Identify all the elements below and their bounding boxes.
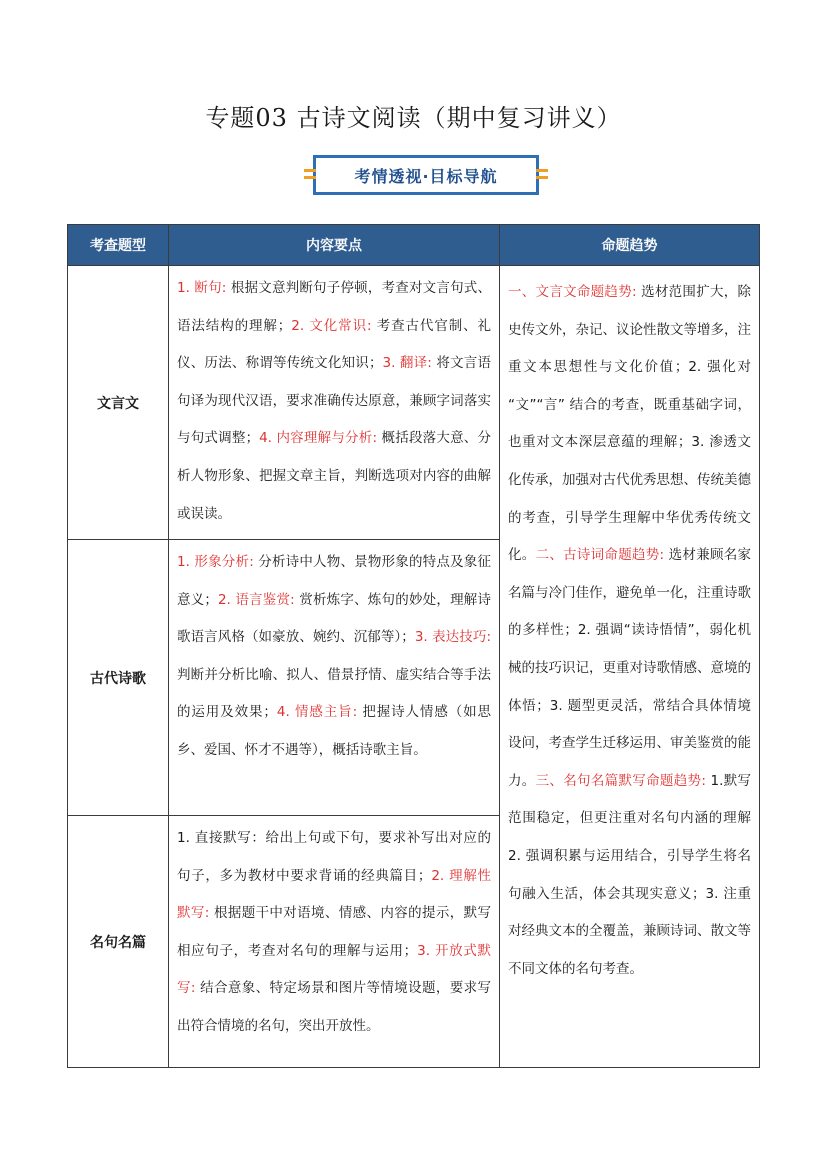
trend-cell — [500, 266, 760, 1068]
highlight-text: 2. 语言鉴赏: — [217, 591, 300, 608]
banner-right-stripes-icon — [536, 169, 548, 183]
exam-overview-table — [67, 224, 760, 1068]
highlight-text: 3. 开放式默写: — [177, 942, 492, 997]
row-type: 古代诗歌 — [68, 540, 169, 816]
body-text: 赏析炼字、炼句的妙处，理解诗歌语言风格（如豪放、婉约、沉郁等）； — [177, 591, 492, 646]
highlight-text: 2. 文化常识: — [291, 317, 377, 334]
body-text: 分析诗中人物、景物形象的特点及象征意义； — [177, 554, 491, 608]
highlight-text: 2. 理解性默写: — [177, 867, 492, 922]
highlight-text: 3. 翻译: — [382, 355, 437, 372]
body-text: 根据题干中对语境、情感、内容的提示，默写相应句子，考查对名句的理解与运用； — [177, 905, 491, 959]
body-text: 根据文意判断句子停顿，考查对文言句式、语法结构的理解； — [177, 280, 491, 334]
body-text: 选材兼顾名家名篇与冷门佳作，避免单一化，注重诗歌的多样性；2. 强调“读诗悟情”，弱化机械的技巧识记，更重对诗歌情感、意境的体悟；3. 题型更灵活，常结合具体情境设问，考查学生迁移运用、审美鉴赏的能力。 — [508, 547, 752, 789]
highlight-text: 4. 内容理解与分析: — [259, 430, 382, 447]
header-trend: 命题趋势 — [500, 225, 760, 266]
body-text: 1.默写范围稳定，但更注重对名句内涵的理解 2. 强调积累与运用结合，引导学生将名句融入生活，体会其现实意义；3. 注重对经典文本的全覆盖，兼顾诗词、散文等不同文体的名句考查。 — [508, 772, 751, 977]
row-content — [169, 540, 500, 816]
body-text: 将文言语句译为现代汉语，要求准确传达原意，兼顾字词落实与句式调整； — [177, 355, 492, 447]
header-content: 内容要点 — [169, 225, 500, 266]
body-text: 结合意象、特定场景和图片等情境设题，要求写出符合情境的名句，突出开放性。 — [177, 980, 492, 1034]
highlight-text: 4. 情感主旨: — [276, 704, 363, 721]
table-row — [68, 266, 760, 540]
body-text: 考查古代官制、礼仪、历法、称谓等传统文化知识； — [177, 317, 492, 372]
row-content — [169, 816, 500, 1068]
page-title: 专题03 古诗文阅读（期中复习讲义） — [205, 104, 622, 132]
row-type: 名句名篇 — [68, 816, 169, 1068]
highlight-text: 1. 形象分析: — [177, 554, 259, 570]
row-type: 文言文 — [68, 266, 169, 540]
highlight-text: 一、文言文命题趋势: — [508, 284, 642, 300]
body-text: 1. 直接默写：给出上句或下句，要求补写出对应的句子，多为教材中要求背诵的经典篇目； — [177, 830, 491, 884]
body-text: 判断并分析比喻、拟人、借景抒情、虚实结合等手法的运用及效果； — [177, 666, 491, 721]
highlight-text: 二、古诗词命题趋势: — [535, 547, 669, 564]
table-header-row — [68, 225, 760, 266]
highlight-text: 三、名句名篇默写命题趋势: — [535, 772, 711, 789]
highlight-text: 1. 断句: — [177, 280, 231, 296]
row-content — [169, 266, 500, 540]
header-type: 考查题型 — [68, 225, 169, 266]
body-text: 概括段落大意、分析人物形象、把握文章主旨，判断选项对内容的曲解或误读。 — [177, 430, 492, 522]
body-text: 选材范围扩大，除史传文外，杂记、议论性散文等增多，注重文本思想性与文化价值；2. 强化对 “文”“言” 结合的考查，既重基础字词，也重对文本深层意蕴的理解；3. 渗透文化传承，加强对古代优秀思想、传统美德的考查，引导学生理解中华优秀传统文化。 — [508, 284, 752, 564]
highlight-text: 3. 表达技巧: — [414, 629, 491, 646]
section-banner — [308, 153, 544, 197]
banner-left-stripes-icon — [304, 169, 316, 183]
banner-box — [313, 155, 539, 195]
banner-text: 考情透视·目标导航 — [354, 166, 498, 186]
body-text: 把握诗人情感（如思乡、爱国、怀才不遇等），概括诗歌主旨。 — [177, 704, 492, 758]
